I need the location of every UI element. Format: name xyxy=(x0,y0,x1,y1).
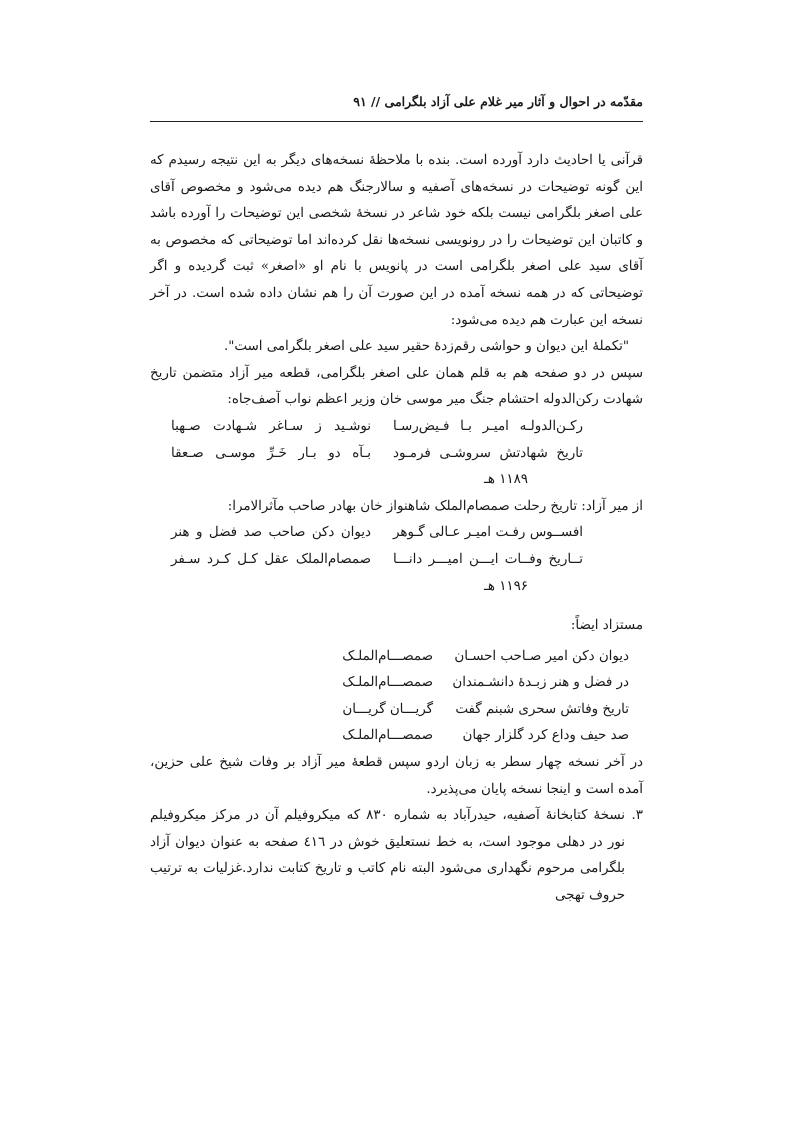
page-body xyxy=(150,148,643,910)
mostazad-line xyxy=(150,723,643,750)
mostazad-text: دیوان دکن امیر صـاحب احسـان xyxy=(454,648,629,664)
mostazad-text: در فضل و هنر زبـدهٔ دانشـمندان xyxy=(452,675,629,691)
verse-line xyxy=(150,441,643,468)
verse-line xyxy=(150,520,643,547)
verse-line xyxy=(150,547,643,574)
paragraph-2: سپس در دو صفحه هم به قلم همان علی اصغر بلگرامی، قطعه میر آزاد متضمن تاریخ شهادت رکن‌الدوله احتشام جنگ میر موسی خان وزیر اعظم نواب آصف‌جاه: xyxy=(150,365,643,408)
numbered-item-3 xyxy=(150,803,643,909)
verse-line xyxy=(150,414,643,441)
paragraph-1: قرآنی یا احادیث دارد آورده است. بنده با ملاحظهٔ نسخه‌های دیگر به این نتیجه رسیدم که این گونه توضیحات در نسخه‌های آصفیه و سالارجنگ هم دیده می‌شود و مخصوص آقای علی اصغر بلگرامی نیست بلکه خود شاعر در نسخهٔ شخصی این توضیحات را آورده باشد و کاتبان این توضیحات را در رونویسی نسخه‌ها نقل کرده‌اند اما توضیحاتی که مخصوص به آقای سید علی اصغر بلگرامی است در پانویس با نام او «اصغر» ثبت گردیده و اگر توضیحاتی که در همه نسخه آمده در این صورت آن را هم نشان داده شده است. در آخر نسخه این عبارت هم دیده می‌شود: xyxy=(150,153,643,328)
verse-block-1 xyxy=(150,414,643,494)
hemistich-right: رکـن‌الدولـه امیـر بـا فـیض‌رسـا xyxy=(393,418,583,434)
hemistich-left: صمصام‌الملک عقل کـل کـرد سـفر xyxy=(171,551,371,567)
mostazad-label: مستزاد ایضاً: xyxy=(570,618,643,634)
mostazad-refrain: گریـــان گریـــان xyxy=(342,701,433,717)
hemistich-right: تاریخ شهادتش سروشـی فرمـود xyxy=(393,445,583,461)
verse-block-2 xyxy=(150,520,643,600)
mostazad-line xyxy=(150,644,643,671)
hemistich-left: بـآه دو بـار خَـرِّ موسـی صـعقا xyxy=(171,445,371,461)
mostazad-line xyxy=(150,670,643,697)
mostazad-line xyxy=(150,697,643,724)
hemistich-right: تــاریخ وفــات ایـــن امیـــر دانـــا xyxy=(393,551,583,567)
mostazad-refrain: صمصـــام‌الملـک xyxy=(342,728,433,744)
mostazad-refrain: صمصـــام‌الملـک xyxy=(342,675,433,691)
paragraph-3: از میر آزاد: تاریخ رحلت صمصام‌الملک شاهنواز خان بهادر صاحب مآثرالامرا: xyxy=(227,498,643,514)
paragraph-4: در آخر نسخه چهار سطر به زبان اردو سپس قطعهٔ میر آزاد بر وفات شیخ علی حزین، آمده است و اینجا نسخه پایان می‌پذیرد. xyxy=(150,755,643,797)
hemistich-left: دیوان دکن صاحب صد فضل و هنر xyxy=(171,525,371,541)
year-line: ۱۱۹۶ هـ xyxy=(483,578,528,594)
item-number: ۳. xyxy=(631,808,643,824)
year-line: ۱۱۸۹ هـ xyxy=(483,472,528,488)
item-text: نسخهٔ کتابخانهٔ آصفیه، حیدرآباد به شماره ۸۳۰ که میکروفیلم آن در مرکز میکروفیلم نور در دهلی موجود است، به خط نستعلیق خوش در ٤١٦ صفحه به عنوان دیوان آزاد بلگرامی مرحوم نگهداری می‌شود البته نام کاتب و تاریخ کتابت ندارد.غزلیات به ترتیب حروف تهجی xyxy=(150,808,626,904)
hemistich-left: نوشـید ز سـاغر شـهادت صـهبا xyxy=(171,418,371,434)
header-rule xyxy=(150,121,643,122)
running-head: مقدّمه در احوال و آثار میر غلام علی آزاد بلگرامی // ۹۱ xyxy=(353,94,643,109)
mostazad-text: تاریخ وفاتش سحری شبنم گفت xyxy=(455,701,629,717)
hemistich-right: افســوس رفـت امیـر عـالی گـوهر xyxy=(393,525,583,541)
quotation: "تکملهٔ این دیوان و حواشی رقم‌زدهٔ حقیر سید علی اصغر بلگرامی است". xyxy=(223,339,629,355)
mostazad-text: صد حیف وداع کرد گلزار جهان xyxy=(462,728,629,744)
mostazad-block xyxy=(150,644,643,750)
mostazad-refrain: صمصـــام‌الملـک xyxy=(342,648,433,664)
